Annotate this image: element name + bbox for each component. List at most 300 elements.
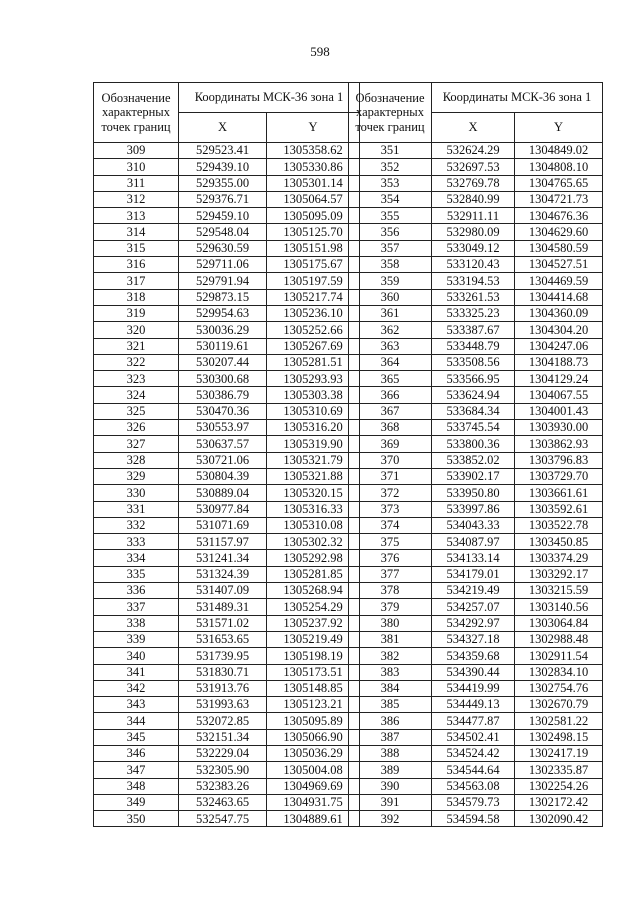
x-coordinate: 529376.71 [179, 191, 267, 207]
table-row [94, 159, 360, 175]
table-row [349, 762, 603, 778]
point-number: 390 [349, 778, 432, 794]
x-coordinate: 531739.95 [179, 648, 267, 664]
x-coordinate: 534133.14 [432, 550, 515, 566]
point-number: 346 [94, 745, 179, 761]
y-coordinate: 1303140.56 [515, 599, 603, 615]
point-number: 314 [94, 224, 179, 240]
table-row [94, 762, 360, 778]
y-coordinate: 1304931.75 [267, 794, 360, 810]
x-coordinate: 531993.63 [179, 697, 267, 713]
table-row [94, 794, 360, 810]
y-coordinate: 1302834.10 [515, 664, 603, 680]
x-coordinate: 531571.02 [179, 615, 267, 631]
y-coordinate: 1304527.51 [515, 257, 603, 273]
point-number: 376 [349, 550, 432, 566]
y-coordinate: 1305281.85 [267, 566, 360, 582]
x-coordinate: 532305.90 [179, 762, 267, 778]
table-row [94, 631, 360, 647]
point-number: 330 [94, 485, 179, 501]
header-coordinates: Координаты МСК-36 зона 1 [179, 83, 360, 113]
point-number: 340 [94, 648, 179, 664]
y-coordinate: 1304188.73 [515, 354, 603, 370]
x-coordinate: 531913.76 [179, 680, 267, 696]
point-number: 371 [349, 468, 432, 484]
point-number: 370 [349, 452, 432, 468]
table-row [94, 501, 360, 517]
table-row [349, 175, 603, 191]
table-row [94, 143, 360, 159]
table-row [349, 273, 603, 289]
x-coordinate: 532151.34 [179, 729, 267, 745]
x-coordinate: 532229.04 [179, 745, 267, 761]
x-coordinate: 533997.86 [432, 501, 515, 517]
point-number: 332 [94, 517, 179, 533]
table-row [349, 680, 603, 696]
x-coordinate: 533566.95 [432, 371, 515, 387]
y-coordinate: 1303729.70 [515, 468, 603, 484]
point-number: 325 [94, 403, 179, 419]
point-number: 365 [349, 371, 432, 387]
header-coordinates: Координаты МСК-36 зона 1 [432, 83, 603, 113]
y-coordinate: 1305330.86 [267, 159, 360, 175]
table-row [94, 680, 360, 696]
table-row [94, 420, 360, 436]
x-coordinate: 532624.29 [432, 143, 515, 159]
table-row [94, 371, 360, 387]
point-number: 312 [94, 191, 179, 207]
y-coordinate: 1305267.69 [267, 338, 360, 354]
table-row [94, 534, 360, 550]
point-number: 309 [94, 143, 179, 159]
point-number: 363 [349, 338, 432, 354]
y-coordinate: 1304808.10 [515, 159, 603, 175]
table-row [349, 550, 603, 566]
y-coordinate: 1305252.66 [267, 322, 360, 338]
point-number: 367 [349, 403, 432, 419]
point-number: 341 [94, 664, 179, 680]
point-number: 338 [94, 615, 179, 631]
x-coordinate: 529548.04 [179, 224, 267, 240]
y-coordinate: 1305316.20 [267, 420, 360, 436]
table-row [349, 599, 603, 615]
x-coordinate: 531157.97 [179, 534, 267, 550]
point-number: 327 [94, 436, 179, 452]
table-row [94, 175, 360, 191]
table-row [94, 697, 360, 713]
y-coordinate: 1305358.62 [267, 143, 360, 159]
x-coordinate: 534327.18 [432, 631, 515, 647]
x-coordinate: 530889.04 [179, 485, 267, 501]
table-row [94, 224, 360, 240]
table-row [349, 420, 603, 436]
x-coordinate: 533448.79 [432, 338, 515, 354]
table-row [94, 322, 360, 338]
y-coordinate: 1304414.68 [515, 289, 603, 305]
y-coordinate: 1305321.88 [267, 468, 360, 484]
point-number: 310 [94, 159, 179, 175]
table-row [349, 778, 603, 794]
table-row [349, 387, 603, 403]
y-coordinate: 1302335.87 [515, 762, 603, 778]
x-coordinate: 532980.09 [432, 224, 515, 240]
x-coordinate: 534502.41 [432, 729, 515, 745]
x-coordinate: 530721.06 [179, 452, 267, 468]
y-coordinate: 1305173.51 [267, 664, 360, 680]
y-coordinate: 1303374.29 [515, 550, 603, 566]
table-row [94, 778, 360, 794]
table-row [349, 159, 603, 175]
x-coordinate: 531489.31 [179, 599, 267, 615]
table-row [94, 517, 360, 533]
x-coordinate: 533049.12 [432, 240, 515, 256]
y-coordinate: 1305125.70 [267, 224, 360, 240]
y-coordinate: 1304067.55 [515, 387, 603, 403]
x-coordinate: 534257.07 [432, 599, 515, 615]
x-coordinate: 530977.84 [179, 501, 267, 517]
table-row [94, 305, 360, 321]
x-coordinate: 533902.17 [432, 468, 515, 484]
x-coordinate: 533800.36 [432, 436, 515, 452]
point-number: 392 [349, 811, 432, 827]
y-coordinate: 1304129.24 [515, 371, 603, 387]
header-x: X [432, 113, 515, 143]
y-coordinate: 1305197.59 [267, 273, 360, 289]
point-number: 361 [349, 305, 432, 321]
x-coordinate: 530470.36 [179, 403, 267, 419]
y-coordinate: 1305292.98 [267, 550, 360, 566]
y-coordinate: 1305175.67 [267, 257, 360, 273]
x-coordinate: 533624.94 [432, 387, 515, 403]
point-number: 386 [349, 713, 432, 729]
x-coordinate: 533261.53 [432, 289, 515, 305]
point-number: 320 [94, 322, 179, 338]
x-coordinate: 534477.87 [432, 713, 515, 729]
point-number: 315 [94, 240, 179, 256]
point-number: 316 [94, 257, 179, 273]
coordinates-table-right [348, 82, 603, 827]
point-number: 353 [349, 175, 432, 191]
header-y: Y [515, 113, 603, 143]
point-number: 311 [94, 175, 179, 191]
point-number: 319 [94, 305, 179, 321]
point-number: 382 [349, 648, 432, 664]
y-coordinate: 1305095.09 [267, 208, 360, 224]
point-number: 388 [349, 745, 432, 761]
y-coordinate: 1305268.94 [267, 583, 360, 599]
table-row [94, 615, 360, 631]
y-coordinate: 1305281.51 [267, 354, 360, 370]
y-coordinate: 1305148.85 [267, 680, 360, 696]
table-row [94, 664, 360, 680]
y-coordinate: 1305320.15 [267, 485, 360, 501]
table-row [349, 794, 603, 810]
x-coordinate: 530036.29 [179, 322, 267, 338]
table-row [349, 371, 603, 387]
y-coordinate: 1304765.65 [515, 175, 603, 191]
point-number: 375 [349, 534, 432, 550]
table-row [94, 403, 360, 419]
x-coordinate: 534292.97 [432, 615, 515, 631]
table-row [94, 566, 360, 582]
table-row [349, 403, 603, 419]
table-row [94, 713, 360, 729]
table-row [349, 208, 603, 224]
y-coordinate: 1302754.76 [515, 680, 603, 696]
table-row [349, 143, 603, 159]
point-number: 313 [94, 208, 179, 224]
x-coordinate: 530637.57 [179, 436, 267, 452]
table-row [349, 745, 603, 761]
table-row [94, 257, 360, 273]
point-number: 321 [94, 338, 179, 354]
x-coordinate: 534087.97 [432, 534, 515, 550]
x-coordinate: 530804.39 [179, 468, 267, 484]
table-row [94, 550, 360, 566]
point-number: 357 [349, 240, 432, 256]
table-row [349, 517, 603, 533]
y-coordinate: 1304360.09 [515, 305, 603, 321]
y-coordinate: 1304469.59 [515, 273, 603, 289]
point-number: 324 [94, 387, 179, 403]
point-number: 389 [349, 762, 432, 778]
table-row [94, 583, 360, 599]
table-row [349, 452, 603, 468]
point-number: 378 [349, 583, 432, 599]
table-row [349, 240, 603, 256]
x-coordinate: 532911.11 [432, 208, 515, 224]
point-number: 343 [94, 697, 179, 713]
point-number: 331 [94, 501, 179, 517]
y-coordinate: 1304849.02 [515, 143, 603, 159]
header-y: Y [267, 113, 360, 143]
x-coordinate: 529711.06 [179, 257, 267, 273]
x-coordinate: 529439.10 [179, 159, 267, 175]
y-coordinate: 1305217.74 [267, 289, 360, 305]
table-row [94, 811, 360, 827]
point-number: 377 [349, 566, 432, 582]
y-coordinate: 1303215.59 [515, 583, 603, 599]
point-number: 369 [349, 436, 432, 452]
table-row [349, 615, 603, 631]
point-number: 379 [349, 599, 432, 615]
point-number: 336 [94, 583, 179, 599]
table-row [349, 648, 603, 664]
x-coordinate: 529459.10 [179, 208, 267, 224]
y-coordinate: 1304247.06 [515, 338, 603, 354]
y-coordinate: 1305254.29 [267, 599, 360, 615]
point-number: 329 [94, 468, 179, 484]
y-coordinate: 1302581.22 [515, 713, 603, 729]
table-row [349, 289, 603, 305]
x-coordinate: 532463.65 [179, 794, 267, 810]
coordinates-table-left [93, 82, 360, 827]
y-coordinate: 1302090.42 [515, 811, 603, 827]
point-number: 349 [94, 794, 179, 810]
point-number: 328 [94, 452, 179, 468]
table-row [349, 583, 603, 599]
y-coordinate: 1304721.73 [515, 191, 603, 207]
point-number: 373 [349, 501, 432, 517]
x-coordinate: 530386.79 [179, 387, 267, 403]
y-coordinate: 1304629.60 [515, 224, 603, 240]
y-coordinate: 1304969.69 [267, 778, 360, 794]
x-coordinate: 533120.43 [432, 257, 515, 273]
y-coordinate: 1305236.10 [267, 305, 360, 321]
x-coordinate: 532769.78 [432, 175, 515, 191]
table-row [94, 745, 360, 761]
point-number: 356 [349, 224, 432, 240]
table-row [94, 452, 360, 468]
table-row [349, 224, 603, 240]
x-coordinate: 533745.54 [432, 420, 515, 436]
point-number: 380 [349, 615, 432, 631]
point-number: 387 [349, 729, 432, 745]
y-coordinate: 1305237.92 [267, 615, 360, 631]
point-number: 391 [349, 794, 432, 810]
y-coordinate: 1302911.54 [515, 648, 603, 664]
y-coordinate: 1305321.79 [267, 452, 360, 468]
y-coordinate: 1304676.36 [515, 208, 603, 224]
y-coordinate: 1305303.38 [267, 387, 360, 403]
table-row [349, 354, 603, 370]
x-coordinate: 534594.58 [432, 811, 515, 827]
point-number: 322 [94, 354, 179, 370]
x-coordinate: 534390.44 [432, 664, 515, 680]
point-number: 384 [349, 680, 432, 696]
page-number: 598 [310, 44, 330, 59]
x-coordinate: 529791.94 [179, 273, 267, 289]
table-row [349, 338, 603, 354]
table-row [349, 566, 603, 582]
x-coordinate: 533950.80 [432, 485, 515, 501]
y-coordinate: 1303450.85 [515, 534, 603, 550]
y-coordinate: 1305319.90 [267, 436, 360, 452]
y-coordinate: 1303064.84 [515, 615, 603, 631]
point-number: 335 [94, 566, 179, 582]
y-coordinate: 1305293.93 [267, 371, 360, 387]
y-coordinate: 1302498.15 [515, 729, 603, 745]
x-coordinate: 529630.59 [179, 240, 267, 256]
table-row [94, 387, 360, 403]
point-number: 351 [349, 143, 432, 159]
y-coordinate: 1305095.89 [267, 713, 360, 729]
table-row [94, 648, 360, 664]
table-row [349, 485, 603, 501]
x-coordinate: 529873.15 [179, 289, 267, 305]
table-row [94, 354, 360, 370]
y-coordinate: 1303661.61 [515, 485, 603, 501]
x-coordinate: 530119.61 [179, 338, 267, 354]
x-coordinate: 530553.97 [179, 420, 267, 436]
point-number: 339 [94, 631, 179, 647]
point-number: 360 [349, 289, 432, 305]
x-coordinate: 533852.02 [432, 452, 515, 468]
table-row [94, 485, 360, 501]
x-coordinate: 534524.42 [432, 745, 515, 761]
x-coordinate: 531324.39 [179, 566, 267, 582]
y-coordinate: 1302254.26 [515, 778, 603, 794]
point-number: 359 [349, 273, 432, 289]
table-row [94, 240, 360, 256]
point-number: 364 [349, 354, 432, 370]
table-row [349, 811, 603, 827]
y-coordinate: 1305036.29 [267, 745, 360, 761]
point-number: 381 [349, 631, 432, 647]
point-number: 337 [94, 599, 179, 615]
y-coordinate: 1305064.57 [267, 191, 360, 207]
point-number: 347 [94, 762, 179, 778]
x-coordinate: 530207.44 [179, 354, 267, 370]
y-coordinate: 1304304.20 [515, 322, 603, 338]
point-number: 318 [94, 289, 179, 305]
y-coordinate: 1305316.33 [267, 501, 360, 517]
point-number: 362 [349, 322, 432, 338]
point-number: 348 [94, 778, 179, 794]
y-coordinate: 1302172.42 [515, 794, 603, 810]
point-number: 326 [94, 420, 179, 436]
x-coordinate: 533325.23 [432, 305, 515, 321]
x-coordinate: 533194.53 [432, 273, 515, 289]
y-coordinate: 1305198.19 [267, 648, 360, 664]
point-number: 354 [349, 191, 432, 207]
y-coordinate: 1305219.49 [267, 631, 360, 647]
table-row [349, 664, 603, 680]
table-row [94, 436, 360, 452]
y-coordinate: 1305302.32 [267, 534, 360, 550]
table-row [349, 631, 603, 647]
y-coordinate: 1305123.21 [267, 697, 360, 713]
point-number: 317 [94, 273, 179, 289]
table-row [94, 273, 360, 289]
x-coordinate: 533387.67 [432, 322, 515, 338]
y-coordinate: 1303522.78 [515, 517, 603, 533]
y-coordinate: 1303862.93 [515, 436, 603, 452]
point-number: 358 [349, 257, 432, 273]
table-row [349, 436, 603, 452]
x-coordinate: 534179.01 [432, 566, 515, 582]
point-number: 352 [349, 159, 432, 175]
point-number: 383 [349, 664, 432, 680]
point-number: 374 [349, 517, 432, 533]
table-row [349, 468, 603, 484]
x-coordinate: 529954.63 [179, 305, 267, 321]
x-coordinate: 531830.71 [179, 664, 267, 680]
table-row [349, 713, 603, 729]
point-number: 344 [94, 713, 179, 729]
x-coordinate: 534449.13 [432, 697, 515, 713]
point-number: 355 [349, 208, 432, 224]
x-coordinate: 534579.73 [432, 794, 515, 810]
x-coordinate: 532697.53 [432, 159, 515, 175]
y-coordinate: 1303796.83 [515, 452, 603, 468]
table-row [349, 697, 603, 713]
x-coordinate: 534043.33 [432, 517, 515, 533]
y-coordinate: 1302988.48 [515, 631, 603, 647]
table-row [349, 191, 603, 207]
x-coordinate: 534359.68 [432, 648, 515, 664]
x-coordinate: 532547.75 [179, 811, 267, 827]
table-row [349, 257, 603, 273]
table-row [94, 729, 360, 745]
x-coordinate: 531407.09 [179, 583, 267, 599]
table-row [94, 599, 360, 615]
x-coordinate: 534419.99 [432, 680, 515, 696]
point-number: 333 [94, 534, 179, 550]
x-coordinate: 532072.85 [179, 713, 267, 729]
y-coordinate: 1304580.59 [515, 240, 603, 256]
y-coordinate: 1305310.69 [267, 403, 360, 419]
